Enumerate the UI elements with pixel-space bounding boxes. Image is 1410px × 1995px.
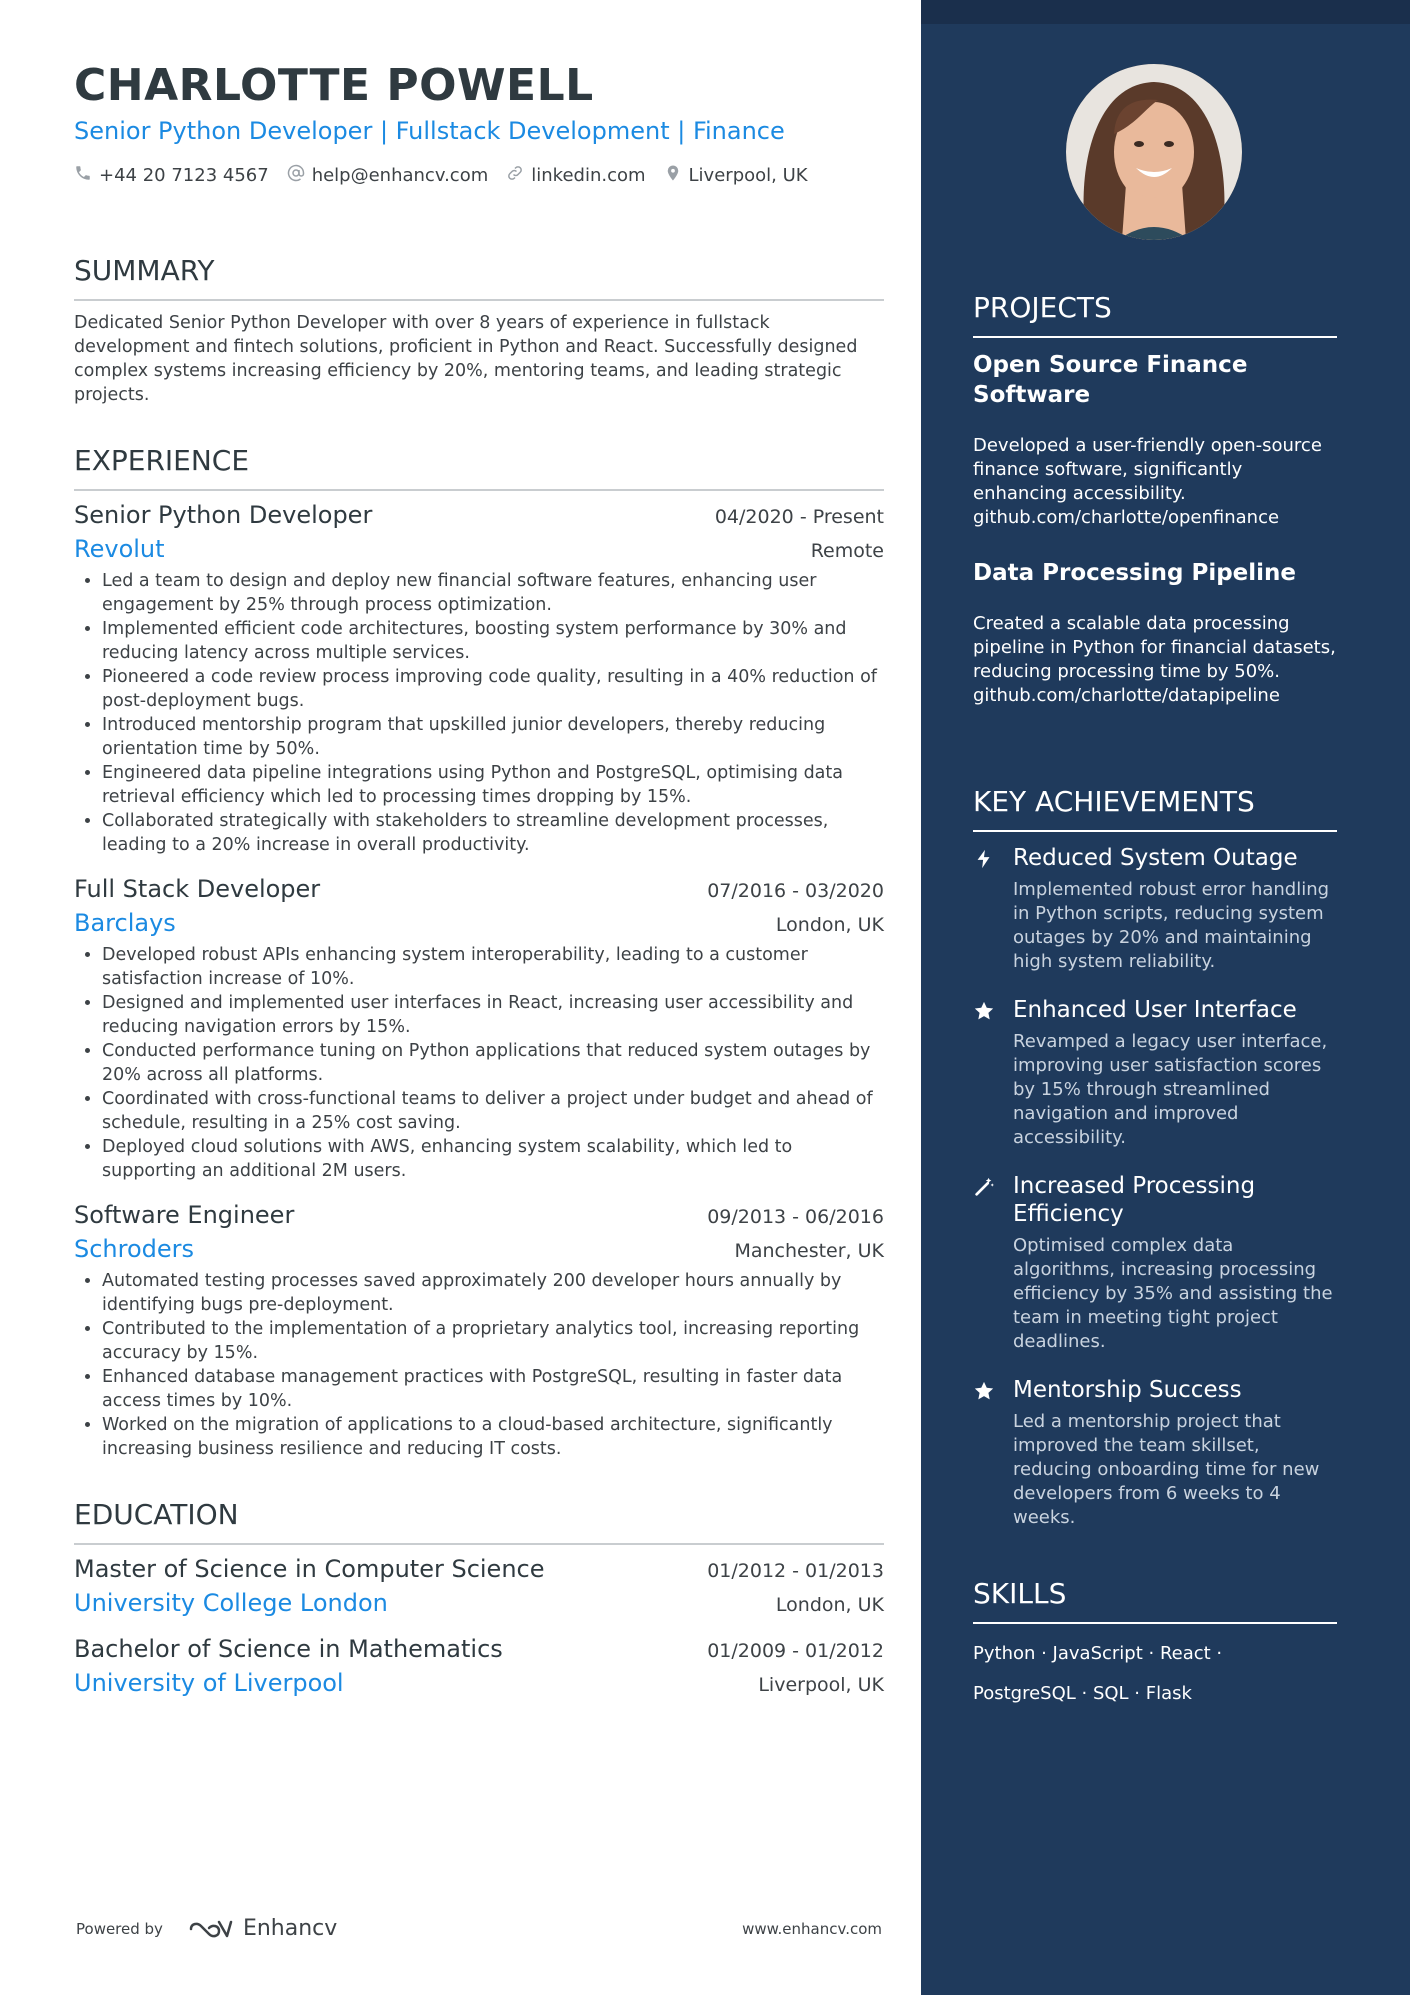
powered-by — [76, 1916, 337, 1941]
summary-heading: SUMMARY — [74, 254, 215, 287]
projects-section — [973, 290, 1337, 708]
skills-line: PostgreSQL · SQL · Flask — [973, 1683, 1192, 1704]
bullet-item: • Led a team to design and deploy new financial software features, enhancing user engagement by 25% through process optimization. — [102, 569, 884, 617]
candidate-name: CHARLOTTE POWELL — [74, 60, 594, 111]
bullet-item: • Collaborated strategically with stakeholders to streamline development processes, leading to a 20% increase in overall productivity. — [102, 809, 884, 857]
company-name: Revolut — [74, 535, 165, 563]
skills-line: Python · JavaScript · React · — [973, 1643, 1223, 1664]
achievement-text: Revamped a legacy user interface, improving user satisfaction scores by 15% through streamlined navigation and improved accessibility. — [1013, 1031, 1328, 1148]
bolt-icon — [973, 844, 999, 974]
brand-name: Enhancv — [242, 1916, 338, 1941]
sidebar — [921, 0, 1410, 1995]
bullet-item: • Engineered data pipeline integrations using Python and PostgreSQL, optimising data retrieval efficiency which led to processing times dropping by 15%. — [102, 761, 884, 809]
job-dates: 04/2020 - Present — [714, 506, 884, 528]
brand-logo[interactable] — [187, 1916, 337, 1941]
project-description: Developed a user-friendly open-source finance software, significantly enhancing accessibility. — [973, 435, 1322, 504]
achievements-section — [973, 784, 1337, 1530]
job-location: London, UK — [775, 914, 884, 936]
powered-by-label: Powered by — [76, 1919, 163, 1938]
project-title: Open Source Finance Software — [973, 352, 1248, 408]
job-entry — [74, 875, 884, 1183]
achievement-title: Reduced System Outage — [1013, 845, 1298, 871]
phone-text: +44 20 7123 4567 — [99, 165, 269, 186]
location-text: Liverpool, UK — [688, 165, 808, 186]
bullet-item: • Conducted performance tuning on Python applications that reduced system outages by 20% across all platforms. — [102, 1039, 884, 1087]
project-entry — [973, 350, 1337, 530]
bullet-item: • Pioneered a code review process improving code quality, resulting in a 40% reduction of post-deployment bugs. — [102, 665, 884, 713]
achievement-item — [973, 996, 1337, 1150]
bullet-item: • Introduced mentorship program that upskilled junior developers, thereby reducing orientation time by 50%. — [102, 713, 884, 761]
bullet-item: • Enhanced database management practices with PostgreSQL, resulting in faster data access times by 10%. — [102, 1365, 884, 1413]
location-pin-icon — [664, 164, 682, 187]
education-section — [74, 1497, 884, 1697]
summary-text: Dedicated Senior Python Developer with over 8 years of experience in fullstack development and fintech solutions, proficient in Python and React. Successfully designed complex systems increasing efficiency by 20%, mentoring teams, and leading strategic projects. — [74, 313, 858, 405]
job-title: Full Stack Developer — [74, 875, 321, 903]
sidebar-top-band — [921, 0, 1410, 24]
bullet-item: • Automated testing processes saved approximately 200 developer hours annually by identifying bugs pre-deployment. — [102, 1269, 884, 1317]
experience-heading: EXPERIENCE — [74, 444, 250, 477]
achievement-title: Enhanced User Interface — [1013, 997, 1297, 1023]
summary-divider — [74, 299, 884, 301]
school-location: Liverpool, UK — [758, 1674, 884, 1696]
avatar — [1066, 64, 1242, 240]
achievement-item — [973, 1172, 1337, 1354]
contact-phone[interactable] — [74, 164, 269, 187]
project-description: Created a scalable data processing pipeline in Python for financial datasets, reducing processing time by 50%. — [973, 613, 1336, 682]
job-bullets — [74, 1269, 884, 1461]
job-title: Software Engineer — [74, 1201, 295, 1229]
job-entry — [74, 1201, 884, 1461]
footer — [76, 1916, 882, 1941]
link-icon — [506, 164, 524, 187]
experience-section — [74, 443, 884, 1461]
magic-wand-icon — [973, 1172, 999, 1354]
company-name: Barclays — [74, 909, 176, 937]
bullet-item: • Developed robust APIs enhancing system interoperability, leading to a customer satisfaction increase of 10%. — [102, 943, 884, 991]
skills-divider — [973, 1622, 1337, 1624]
job-bullets — [74, 569, 884, 857]
bullet-item: • Implemented efficient code architectures, boosting system performance by 30% and reducing latency across multiple services. — [102, 617, 884, 665]
contact-email[interactable] — [287, 164, 489, 187]
school-name: University of Liverpool — [74, 1669, 344, 1697]
degree-title: Master of Science in Computer Science — [74, 1555, 545, 1583]
education-heading: EDUCATION — [74, 1498, 239, 1531]
school-name: University College London — [74, 1589, 388, 1617]
phone-icon — [74, 164, 92, 187]
company-name: Schroders — [74, 1235, 195, 1263]
job-dates: 09/2013 - 06/2016 — [707, 1206, 884, 1228]
job-title: Senior Python Developer — [74, 501, 373, 529]
project-link[interactable]: github.com/charlotte/datapipeline — [973, 685, 1280, 706]
star-icon — [973, 1376, 999, 1530]
job-dates: 07/2016 - 03/2020 — [707, 880, 884, 902]
achievement-text: Optimised complex data algorithms, increasing processing efficiency by 35% and assisting the team in meeting tight project deadlines. — [1013, 1235, 1333, 1352]
education-entry — [74, 1635, 884, 1697]
achievement-item — [973, 844, 1337, 974]
job-bullets — [74, 943, 884, 1183]
school-location: London, UK — [775, 1594, 884, 1616]
candidate-title: Senior Python Developer | Fullstack Development | Finance — [74, 117, 785, 145]
enhancv-logo-icon — [187, 1917, 233, 1941]
main-column — [74, 58, 884, 1697]
degree-title: Bachelor of Science in Mathematics — [74, 1635, 503, 1663]
education-divider — [74, 1543, 884, 1545]
summary-section — [74, 253, 884, 407]
bullet-item: • Coordinated with cross-functional teams to deliver a project under budget and ahead of schedule, resulting in a 25% cost saving. — [102, 1087, 884, 1135]
achievements-divider — [973, 830, 1337, 832]
achievements-heading: KEY ACHIEVEMENTS — [973, 785, 1255, 818]
bullet-item: • Worked on the migration of applications to a cloud-based architecture, significantly increasing business resilience and reducing IT costs. — [102, 1413, 884, 1461]
achievement-title: Increased Processing Efficiency — [1013, 1173, 1256, 1227]
bullet-item: • Deployed cloud solutions with AWS, enhancing system scalability, which led to supporting an additional 2M users. — [102, 1135, 884, 1183]
project-title: Data Processing Pipeline — [973, 560, 1297, 586]
skills-list — [973, 1634, 1337, 1714]
projects-divider — [973, 336, 1337, 338]
education-dates: 01/2009 - 01/2012 — [707, 1640, 884, 1662]
star-icon — [973, 996, 999, 1150]
projects-heading: PROJECTS — [973, 291, 1112, 324]
project-link[interactable]: github.com/charlotte/openfinance — [973, 507, 1280, 528]
job-location: Remote — [810, 540, 884, 562]
achievement-text: Led a mentorship project that improved the team skillset, reducing onboarding time for new developers from 6 weeks to 4 weeks. — [1013, 1411, 1320, 1528]
skills-heading: SKILLS — [973, 1577, 1067, 1610]
achievement-item — [973, 1376, 1337, 1530]
project-entry — [973, 558, 1337, 708]
job-entry — [74, 501, 884, 857]
contact-bar — [74, 164, 884, 187]
achievement-title: Mentorship Success — [1013, 1377, 1242, 1403]
education-entry — [74, 1555, 884, 1617]
achievement-text: Implemented robust error handling in Python scripts, reducing system outages by 20% and maintaining high system reliability. — [1013, 879, 1330, 972]
contact-location — [664, 164, 808, 187]
bullet-item: • Contributed to the implementation of a proprietary analytics tool, increasing reporting accuracy by 15%. — [102, 1317, 884, 1365]
job-location: Manchester, UK — [734, 1240, 884, 1262]
bullet-item: • Designed and implemented user interfaces in React, increasing user accessibility and reducing navigation errors by 15%. — [102, 991, 884, 1039]
website-link[interactable]: www.enhancv.com — [742, 1919, 882, 1938]
at-icon — [287, 164, 305, 187]
email-text: help@enhancv.com — [311, 165, 489, 186]
contact-linkedin[interactable] — [506, 164, 645, 187]
linkedin-text: linkedin.com — [531, 165, 646, 186]
skills-section — [973, 1576, 1337, 1714]
experience-divider — [74, 489, 884, 491]
education-dates: 01/2012 - 01/2013 — [707, 1560, 884, 1582]
